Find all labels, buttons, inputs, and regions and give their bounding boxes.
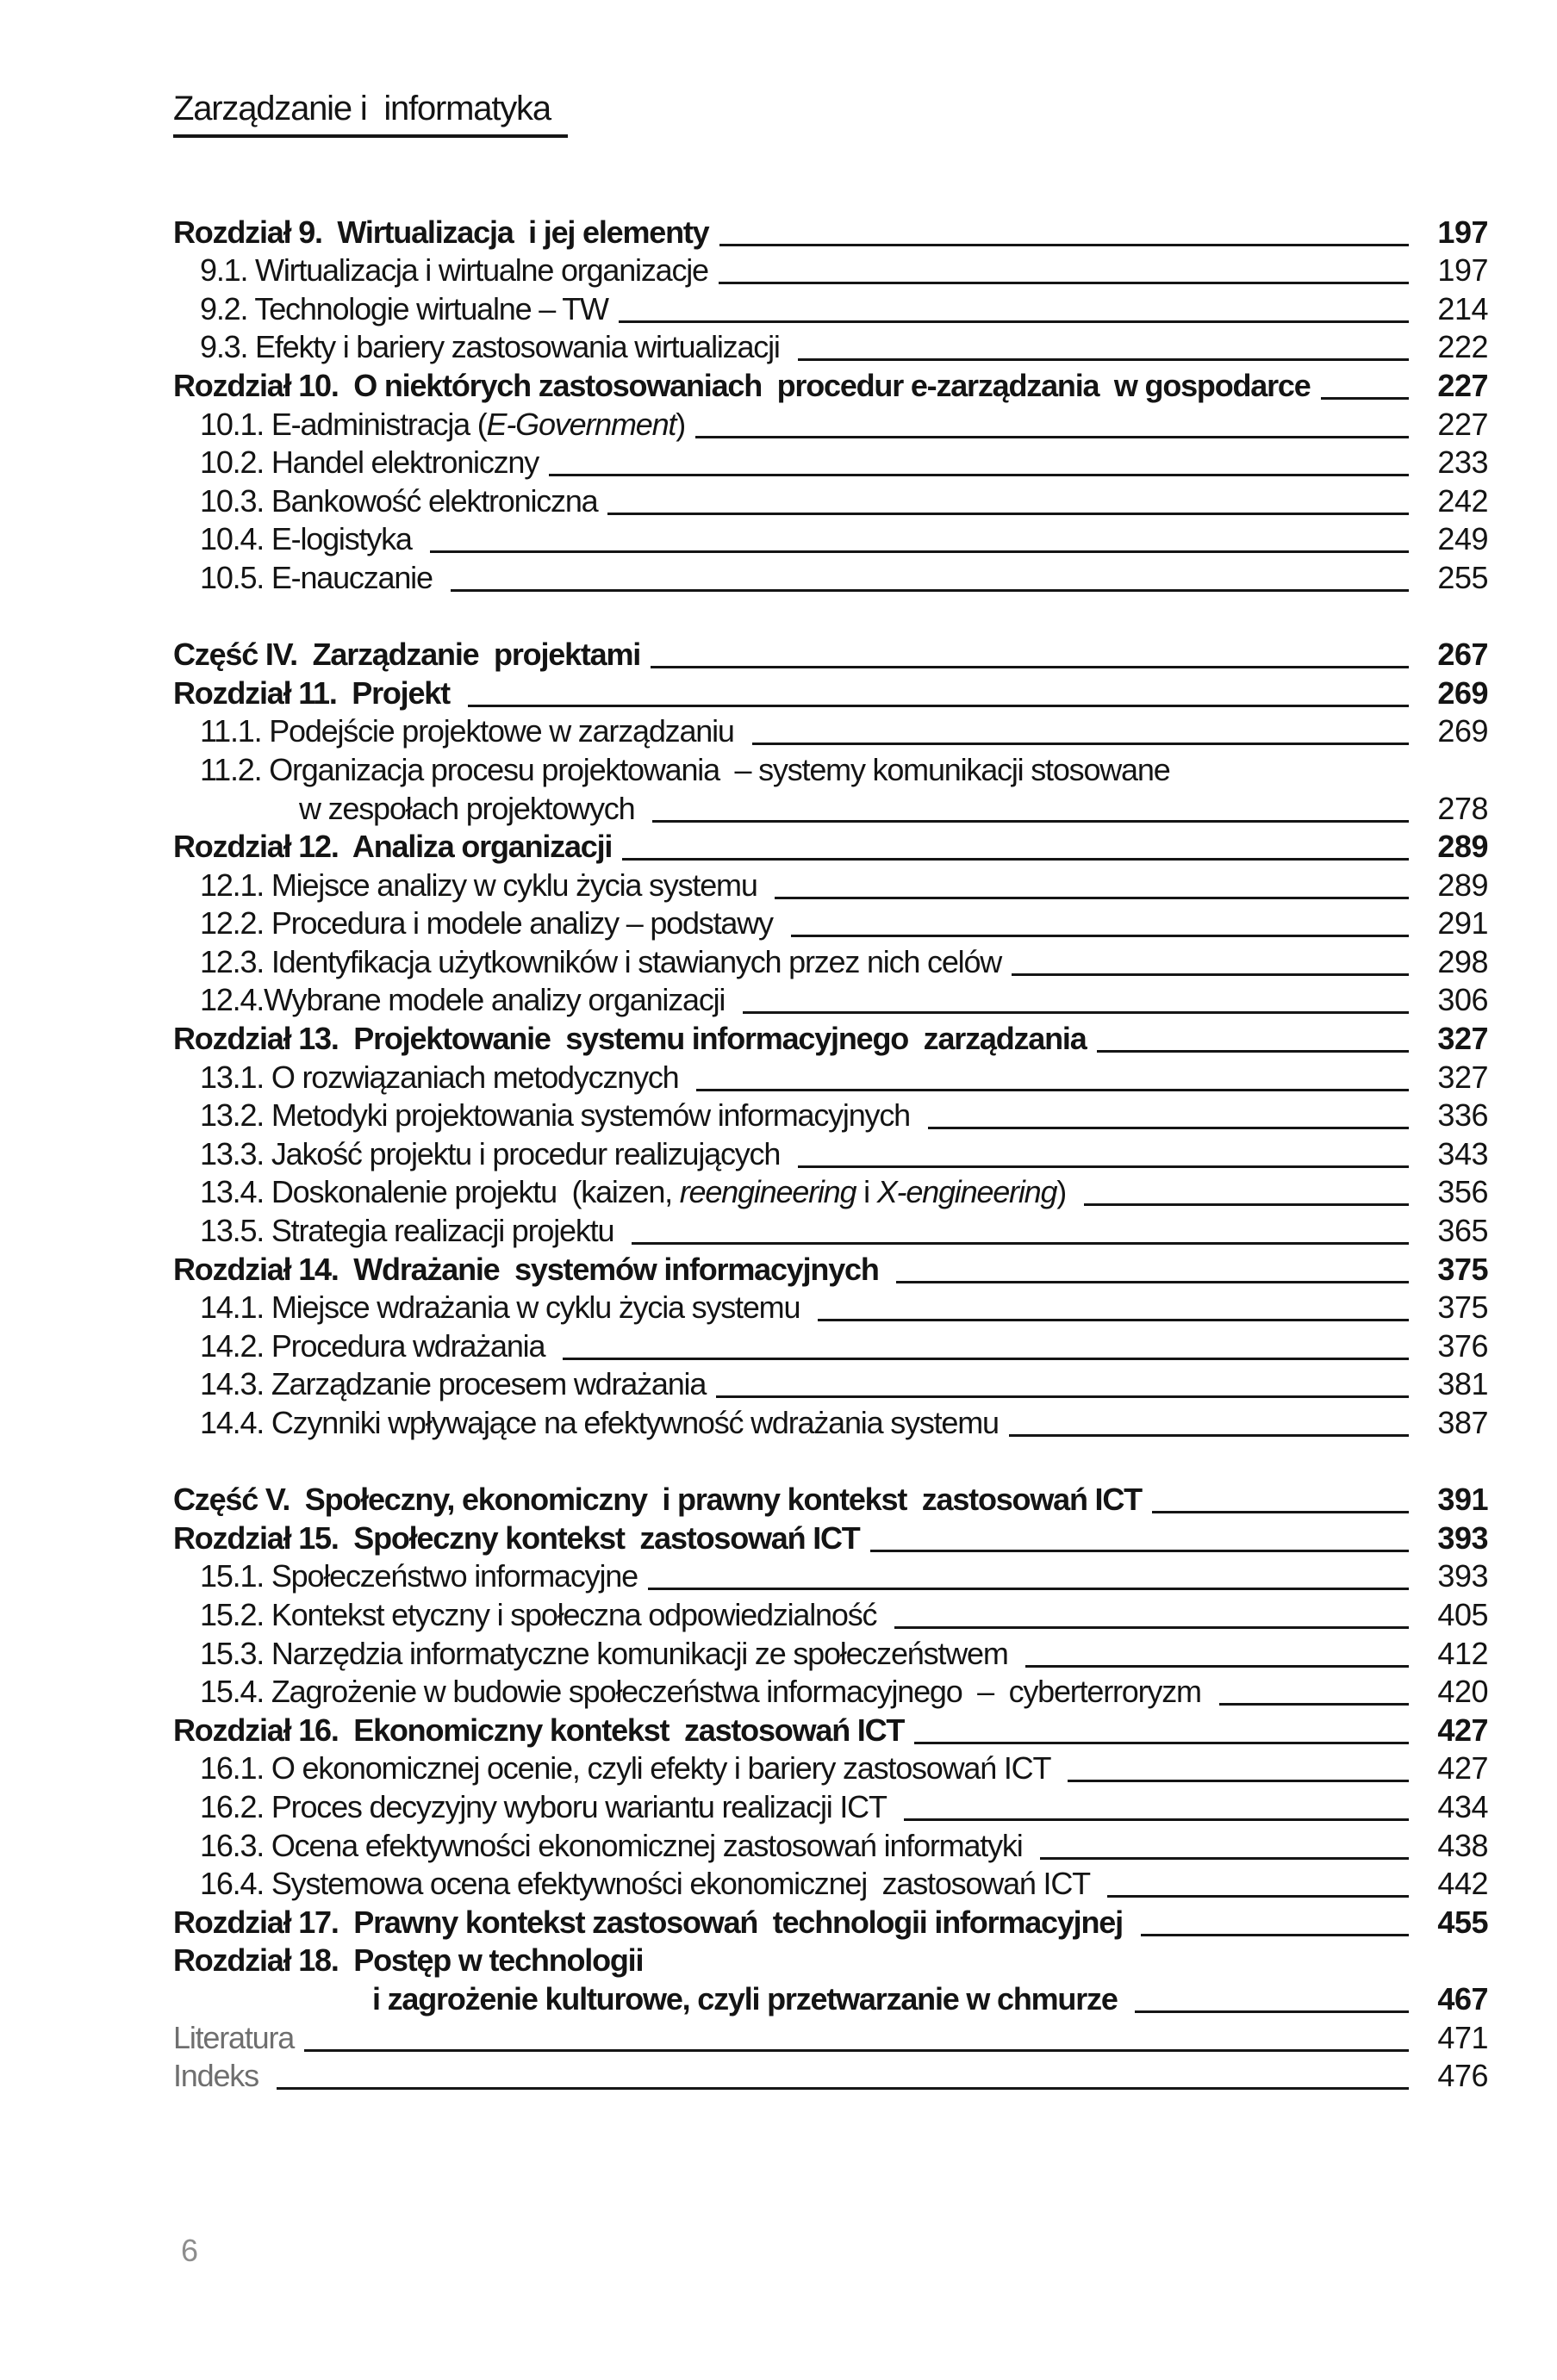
toc-row	[173, 482, 1488, 520]
toc-page-number: 412	[1437, 1635, 1488, 1671]
toc-page-number: 405	[1437, 1596, 1488, 1632]
toc-leader-line	[1040, 1857, 1409, 1860]
toc-page-number: 375	[1437, 1289, 1488, 1326]
toc-page-number: 227	[1437, 406, 1488, 442]
toc-page-number: 269	[1437, 674, 1488, 711]
toc-leader-line	[896, 1281, 1409, 1283]
toc-entry-title: Rozdział 15. Społeczny kontekst zastosowań ICT	[173, 1519, 860, 1556]
toc-leader-line	[1321, 397, 1409, 400]
toc-row	[173, 636, 1488, 674]
toc-leader-line	[622, 858, 1409, 861]
toc-page-number: 376	[1437, 1327, 1488, 1364]
toc-leader-line	[695, 436, 1409, 438]
toc-page-number: 467	[1437, 1980, 1488, 2016]
toc-entry-title-segment: 13.4. Doskonalenie projektu (kaizen,	[200, 1174, 680, 1210]
toc-page-number: 391	[1437, 1482, 1488, 1518]
toc-page-number: 227	[1437, 367, 1488, 403]
toc-entry-title: 16.4. Systemowa ocena efektywności ekonomicznej zastosowań ICT	[200, 1866, 1098, 1902]
toc-row	[173, 252, 1488, 290]
toc-entry-title: Rozdział 14. Wdrażanie systemów informacyjnych	[173, 1251, 887, 1287]
toc-leader-line	[716, 1395, 1409, 1398]
toc-entry-title: Rozdział 17. Prawny kontekst zastosowań technologii informacyjnej	[173, 1904, 1130, 1940]
toc-leader-line	[904, 1818, 1409, 1821]
toc-row	[173, 1942, 1488, 1980]
toc-leader-line	[798, 1165, 1409, 1168]
toc-page-number: 393	[1437, 1558, 1488, 1594]
toc-leader-line	[752, 743, 1409, 745]
toc-page-number: 442	[1437, 1866, 1488, 1902]
toc-leader-line	[696, 1089, 1409, 1091]
toc-row	[173, 405, 1488, 444]
toc-page-number: 278	[1437, 790, 1488, 826]
toc-leader-line	[798, 358, 1409, 361]
toc-entry-title: 11.2. Organizacja procesu projektowania – systemy komunikacji stosowane	[200, 751, 1170, 787]
toc-row	[173, 1097, 1488, 1135]
toc-leader-line	[619, 320, 1409, 323]
toc-row	[173, 520, 1488, 559]
toc-entry-title: 12.1. Miejsce analizy w cyklu życia systemu	[200, 867, 765, 903]
toc-page-number: 289	[1437, 867, 1488, 903]
toc-row	[173, 674, 1488, 712]
toc-row	[173, 1403, 1488, 1442]
toc-entry-title: Rozdział 18. Postęp w technologii	[173, 1942, 644, 1979]
toc-leader-line	[652, 820, 1409, 823]
toc-page-number: 269	[1437, 713, 1488, 749]
toc-row	[173, 2018, 1488, 2057]
toc-row	[173, 1557, 1488, 1596]
toc-entry-title: 16.3. Ocena efektywności ekonomicznej zastosowań informatyki	[200, 1827, 1031, 1863]
toc-row	[173, 1865, 1488, 1904]
toc-row	[173, 558, 1488, 597]
toc-entry-title: 14.1. Miejsce wdrażania w cyklu życia systemu	[200, 1289, 808, 1326]
toc-leader-line	[1141, 1934, 1409, 1936]
toc-page-number: 427	[1437, 1750, 1488, 1787]
toc-leader-line	[719, 282, 1409, 284]
toc-leader-line	[648, 1588, 1409, 1590]
toc-page-number: 356	[1437, 1174, 1488, 1210]
toc-entry-title: Literatura	[173, 2019, 295, 2055]
toc-row	[173, 904, 1488, 943]
toc-row	[173, 1711, 1488, 1749]
toc-leader-line	[1135, 2010, 1409, 2013]
toc-entry-title: 10.3. Bankowość elektroniczna	[200, 482, 598, 519]
toc-entry-title: i zagrożenie kulturowe, czyli przetwarzanie w chmurze	[372, 1980, 1125, 2016]
toc-page-number: 306	[1437, 982, 1488, 1018]
toc-row	[173, 1289, 1488, 1327]
toc-row	[173, 213, 1488, 252]
toc-entry-title: 9.3. Efekty i bariery zastosowania wirtualizacji	[200, 329, 788, 365]
toc-entry-title: 9.2. Technologie wirtualne – TW	[200, 290, 608, 326]
toc-page-number: 197	[1437, 252, 1488, 289]
toc-page-number: 214	[1437, 290, 1488, 326]
toc-entry-title: 13.1. O rozwiązaniach metodycznych	[200, 1059, 687, 1095]
toc-row	[173, 328, 1488, 367]
toc-entry-title: 12.2. Procedura i modele analizy – podstawy	[200, 905, 781, 941]
toc-leader-line	[1084, 1203, 1409, 1206]
toc-row	[173, 712, 1488, 751]
toc-entry-title-segment: )	[676, 406, 686, 442]
toc-page-number: 336	[1437, 1097, 1488, 1134]
toc-page-number: 427	[1437, 1712, 1488, 1748]
toc-page-number: 393	[1437, 1519, 1488, 1556]
toc-leader-line	[651, 666, 1409, 668]
toc-row	[173, 1211, 1488, 1250]
toc-entry-title: Część IV. Zarządzanie projektami	[173, 637, 641, 673]
page-number: 6	[181, 2233, 199, 2268]
toc-leader-line	[1068, 1780, 1409, 1782]
toc-row	[173, 1634, 1488, 1673]
toc-row	[173, 981, 1488, 1020]
toc-page-number: 233	[1437, 444, 1488, 481]
toc-entry-title: 11.1. Podejście projektowe w zarządzaniu	[200, 713, 742, 749]
toc-leader-line	[1025, 1665, 1409, 1668]
toc-leader-line	[818, 1319, 1409, 1321]
toc-entry-title: Rozdział 16. Ekonomiczny kontekst zastosowań ICT	[173, 1712, 905, 1748]
toc-entry-title: 14.4. Czynniki wpływające na efektywność wdrażania systemu	[200, 1405, 999, 1440]
toc-page-number: 249	[1437, 521, 1488, 557]
toc-page-number: 365	[1437, 1213, 1488, 1249]
toc-entry-title: 15.2. Kontekst etyczny i społeczna odpowiedzialność	[200, 1596, 885, 1632]
toc-entry-title: 12.4.Wybrane modele analizy organizacji	[200, 982, 733, 1018]
toc-row	[173, 1481, 1488, 1519]
toc-row	[173, 366, 1488, 405]
toc-entry-title: Rozdział 13. Projektowanie systemu informacyjnego zarządzania	[173, 1021, 1087, 1057]
toc-entry-title: 14.2. Procedura wdrażania	[200, 1327, 553, 1364]
toc-entry-title: 12.3. Identyfikacja użytkowników i stawianych przez nich celów	[200, 943, 1002, 979]
toc-entry-title: 15.3. Narzędzia informatyczne komunikacji ze społeczeństwem	[200, 1635, 1016, 1671]
toc-entry-title: 15.4. Zagrożenie w budowie społeczeństwa informacyjnego – cyberterroryzm	[200, 1674, 1209, 1710]
toc-row	[173, 1787, 1488, 1826]
toc-page-number: 291	[1437, 905, 1488, 941]
toc-entry-title: Rozdział 9. Wirtualizacja i jej elementy	[173, 214, 709, 250]
toc-entry-title-italic-segment: X-engineering	[876, 1174, 1057, 1210]
toc-entry-title	[200, 407, 685, 444]
toc-page-number: 375	[1437, 1251, 1488, 1287]
toc-leader-line	[719, 244, 1410, 246]
toc-entry-title: 16.1. O ekonomicznej ocenie, czyli efekty i bariery zastosowań ICT	[200, 1750, 1058, 1787]
toc-leader-line	[1012, 973, 1409, 976]
toc-entry-title: 13.5. Strategia realizacji projektu	[200, 1213, 622, 1249]
toc-leader-line	[563, 1358, 1409, 1360]
toc-list	[173, 213, 1488, 2095]
toc-entry-title: Rozdział 11. Projekt	[173, 674, 458, 711]
toc-page-number: 255	[1437, 559, 1488, 595]
toc-row	[173, 866, 1488, 904]
toc-entry-title-segment: )	[1056, 1174, 1074, 1210]
toc-entry-title: 10.4. E-logistyka	[200, 521, 420, 557]
toc-row	[173, 1979, 1488, 2018]
toc-page-number: 476	[1437, 2058, 1488, 2094]
toc-row	[173, 1826, 1488, 1865]
toc-page-number: 455	[1437, 1904, 1488, 1940]
toc-row	[173, 1058, 1488, 1097]
toc-page-number: 298	[1437, 943, 1488, 979]
toc-page-number: 267	[1437, 637, 1488, 673]
toc-row	[173, 750, 1488, 789]
toc-page-number: 420	[1437, 1674, 1488, 1710]
toc-page-number: 222	[1437, 329, 1488, 365]
toc-page-number: 289	[1437, 829, 1488, 865]
toc-row	[173, 444, 1488, 482]
toc-entry-title: Indeks	[173, 2058, 266, 2094]
toc-leader-line	[607, 513, 1409, 515]
toc-entry-title: 13.2. Metodyki projektowania systemów informacyjnych	[200, 1097, 918, 1134]
toc-entry-title: 16.2. Proces decyzyjny wyboru wariantu realizacji ICT	[200, 1788, 894, 1824]
toc-entry-title: Część V. Społeczny, ekonomiczny i prawny kontekst zastosowań ICT	[173, 1482, 1142, 1518]
toc-page-number: 387	[1437, 1405, 1488, 1440]
toc-page-number: 434	[1437, 1788, 1488, 1824]
toc-row	[173, 1327, 1488, 1365]
toc-leader-line	[277, 2087, 1409, 2090]
toc-row	[173, 1749, 1488, 1788]
toc-leader-line	[743, 1011, 1409, 1014]
toc-row	[173, 942, 1488, 981]
toc-leader-line	[775, 897, 1409, 899]
toc-leader-line	[468, 705, 1409, 707]
toc-entry-title: 13.3. Jakość projektu i procedur realizujących	[200, 1135, 788, 1171]
toc-leader-line	[894, 1626, 1409, 1629]
toc-leader-line	[304, 2049, 1409, 2052]
toc-leader-line	[1097, 1050, 1409, 1053]
toc-entry-title: 9.1. Wirtualizacja i wirtualne organizacje	[200, 252, 708, 289]
toc-row	[173, 1134, 1488, 1173]
toc-row	[173, 828, 1488, 867]
toc-entry-title-segment: i	[856, 1174, 877, 1210]
toc-row	[173, 1173, 1488, 1212]
toc-page-number: 327	[1437, 1059, 1488, 1095]
toc-row	[173, 789, 1488, 828]
toc-leader-line	[870, 1550, 1409, 1552]
toc-row	[173, 2057, 1488, 2096]
toc-page-number: 471	[1437, 2019, 1488, 2055]
toc-row	[173, 1673, 1488, 1712]
toc-leader-line	[1107, 1895, 1409, 1898]
toc-row	[173, 289, 1488, 328]
toc-entry-title	[200, 1174, 1074, 1211]
toc-row	[173, 1250, 1488, 1289]
toc-page-number: 242	[1437, 482, 1488, 519]
toc-leader-line	[1219, 1703, 1409, 1706]
toc-leader-line	[914, 1742, 1409, 1744]
toc-page-number: 343	[1437, 1135, 1488, 1171]
toc-page-number: 438	[1437, 1827, 1488, 1863]
toc-entry-title: Rozdział 10. O niektórych zastosowaniach procedur e-zarządzania w gospodarce	[173, 367, 1311, 403]
toc-entry-title: w zespołach projektowych	[299, 790, 643, 826]
running-head-title: Zarządzanie i informatyka	[173, 90, 568, 138]
toc-row	[173, 1903, 1488, 1942]
toc-leader-line	[430, 550, 1409, 553]
toc-leader-line	[1152, 1511, 1409, 1513]
toc-row	[173, 1595, 1488, 1634]
toc-page-number: 381	[1437, 1366, 1488, 1402]
toc-entry-title: 10.5. E-nauczanie	[200, 559, 440, 595]
toc-row	[173, 1365, 1488, 1404]
toc-leader-line	[791, 935, 1409, 937]
toc-entry-title: Rozdział 12. Analiza organizacji	[173, 829, 613, 865]
toc-leader-line	[928, 1127, 1409, 1129]
toc-entry-title: 10.2. Handel elektroniczny	[200, 444, 539, 481]
toc-leader-line	[1009, 1434, 1409, 1437]
toc-entry-title-italic-segment: reengineering	[679, 1174, 856, 1210]
toc-page-number: 327	[1437, 1021, 1488, 1057]
toc-entry-title-segment: 10.1. E-administracja (	[200, 406, 487, 442]
toc-entry-title-italic-segment: E-Government	[486, 406, 676, 442]
toc-entry-title: 15.1. Społeczeństwo informacyjne	[200, 1558, 638, 1594]
toc-leader-line	[632, 1242, 1409, 1245]
toc-row	[173, 1519, 1488, 1557]
toc-page-number: 197	[1437, 214, 1488, 250]
toc-leader-line	[451, 589, 1409, 592]
toc-entry-title: 14.3. Zarządzanie procesem wdrażania	[200, 1366, 707, 1402]
toc-leader-line	[549, 474, 1409, 476]
toc-row	[173, 1019, 1488, 1058]
